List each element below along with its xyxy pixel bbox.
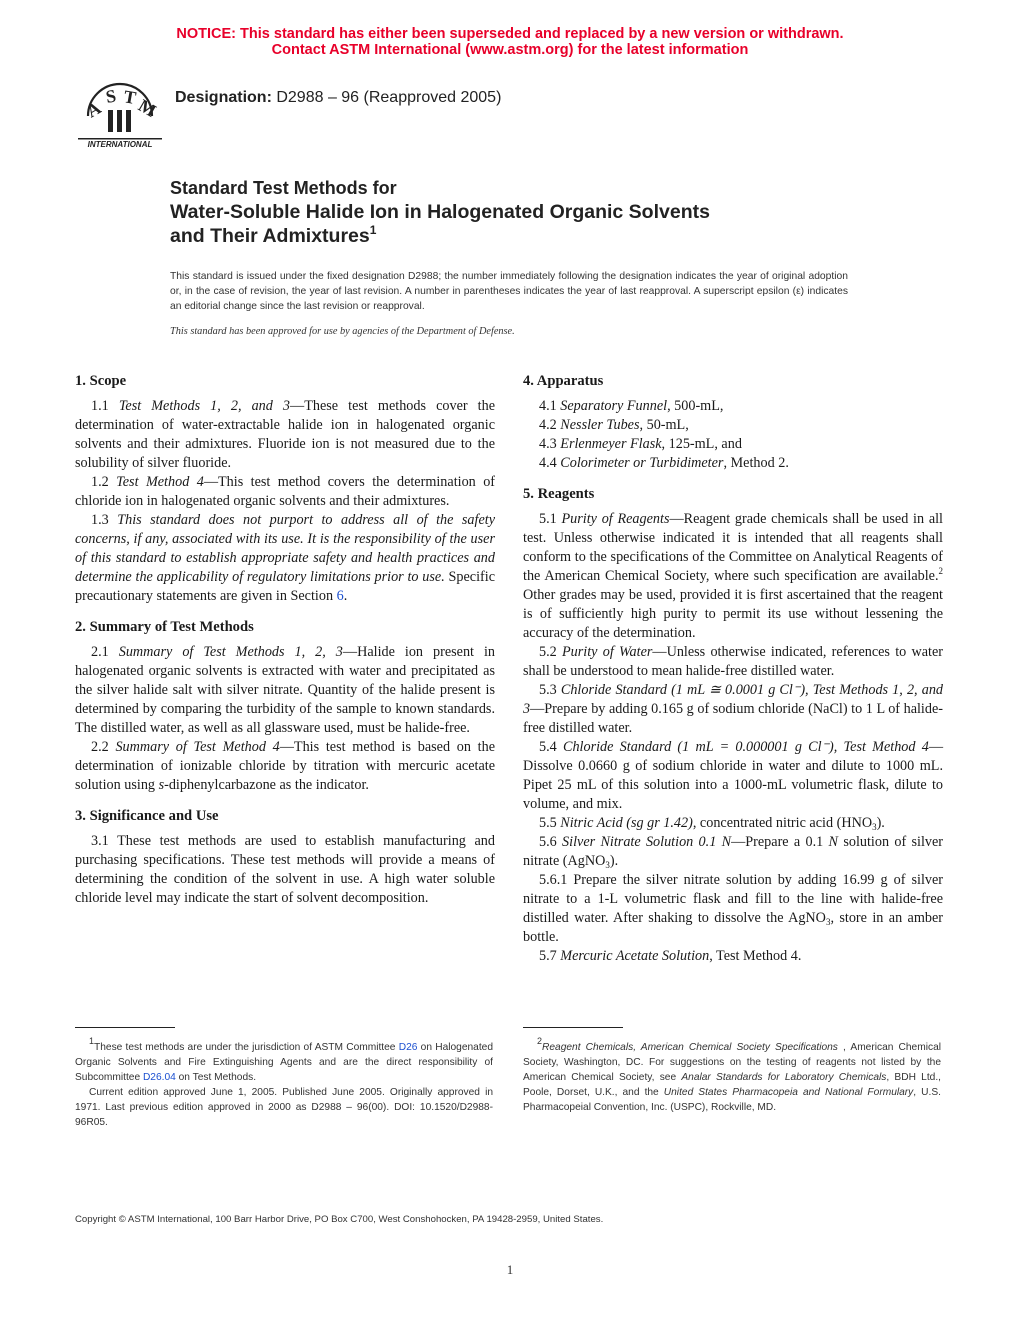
withdrawal-notice	[0, 26, 1020, 58]
apparatus-item: 4.3 Erlenmeyer Flask, 125-mL, and	[539, 436, 742, 452]
svg-text:A: A	[83, 97, 105, 122]
para-5-6-1: 5.6.1 Prepare the silver nitrate solution by adding 16.99 g of silver nitrate to a 1-L volumetric flask and fill to the line with halide-free distilled water. After shaking to dissolve the AgNO$_3$, store in an amber bottle.	[523, 872, 943, 945]
para-5-2: 5.2 Purity of Water—Unless otherwise indicated, references to water shall be understood to mean halide-free distilled water.	[523, 644, 944, 679]
section-4-heading: 4. Apparatus	[523, 373, 604, 389]
para-2-1: 2.1 Summary of Test Methods 1, 2, 3—Halide ion present in halogenated organic solvents is extracted with water and precipitated as the silver halide salt with silver nitrate. Quantity of the halide present is determined by comparing the turbidity of the sample to known standards. The distilled water, as well as all glassware used, must be halide-free.	[75, 644, 496, 736]
para-5-1: 5.1 Purity of Reagents—Reagent grade chemicals shall be used in all test. Unless otherwise indicated it is intended that all reagents shall conform to the specifications of the Committee on Analytical Reagents of the American Chemical Society, where such specification are available.$^2$ Other grades may be used, provided it is first ascertained that the reagent is of sufficiently high purity to permit its use without lessening the accuracy of the determination.	[523, 511, 943, 641]
title-footnote-mark: 1	[369, 223, 377, 237]
astm-logo-icon	[78, 76, 162, 148]
dod-approval-note: This standard has been approved for use by agencies of the Department of Defense.	[170, 326, 515, 337]
left-column	[75, 372, 495, 908]
para-3-1: 3.1 These test methods are used to establish manufacturing and purchasing specifications. These test methods will provide a means of determining the condition of the solvent in use. A high water soluble chloride level may indicate the start of solvent decomposition.	[75, 833, 495, 906]
copyright-line: Copyright © ASTM International, 100 Barr Harbor Drive, PO Box C700, West Conshohocken, PA 19428-2959, United States.	[75, 1214, 604, 1225]
svg-text:M: M	[135, 95, 160, 121]
svg-text:T: T	[122, 86, 138, 109]
para-5-3: 5.3 Chloride Standard (1 mL ≅ 0.0001 g Cl⁻), Test Methods 1, 2, and 3—Prepare by adding 0.165 g of sodium chloride (NaCl) to 1 L of halide-free distilled water.	[523, 682, 944, 736]
apparatus-item: 4.4 Colorimeter or Turbidimeter, Method 2.	[539, 455, 789, 471]
section-1-heading: 1. Scope	[75, 373, 127, 389]
logo-subtext: INTERNATIONAL	[87, 140, 153, 148]
para-5-6: 5.6 Silver Nitrate Solution 0.1 N—Prepare a 0.1 N solution of silver nitrate (AgNO$_3$).	[523, 834, 944, 870]
section-3-heading: 3. Significance and Use	[75, 808, 219, 824]
section-6-link[interactable]: 6	[336, 588, 344, 604]
svg-text:S: S	[104, 85, 118, 107]
para-5-5: 5.5 Nitric Acid (sg gr 1.42), concentrated nitric acid $(HNO_3)$.	[539, 815, 885, 832]
title-line-2: Water-Soluble Halide Ion in Halogenated Organic Solvents	[170, 201, 710, 223]
para-1-1: 1.1 Test Methods 1, 2, and 3—These test methods cover the determination of water-extractable halide ion in halogenated organic solvents and their admixtures. Fluoride ion is not measured due to the solubility of silver fluoride.	[75, 398, 495, 471]
apparatus-item: 4.2 Nessler Tubes, 50-mL,	[539, 417, 689, 433]
committee-d26-link[interactable]: D26	[398, 1042, 418, 1053]
title-line-1: Standard Test Methods for	[170, 178, 397, 198]
footnote-1: $^1$These test methods are under the jurisdiction of ASTM Committee D26 on Halogenated Organic Solvents and Fire Extinguishing Agents and are the direct responsibility of Subcommittee D26.04 on Test Methods. Current edition approved June 1, 2005. Published June 2005. Originally approved in 1971. Last previous edition approved in 2000 as D2988 – 96(00). DOI: 10.1520/D2988-96R05.	[75, 1036, 493, 1128]
subcommittee-d26-04-link[interactable]: D26.04	[142, 1072, 176, 1083]
notice-line-1: NOTICE: This standard has either been superseded and replaced by a new version or withdrawn.	[176, 26, 844, 42]
issuance-note: This standard is issued under the fixed designation D2988; the number immediately following the designation indicates the year of original adoption or, in the case of revision, the year of last revision. A number in parentheses indicates the year of last reapproval. A superscript epsilon (ε) indicates an editorial change since the last revision or reapproval.	[170, 271, 848, 312]
para-5-7: 5.7 Mercuric Acetate Solution, Test Method 4.	[539, 948, 802, 964]
page-number: 1	[506, 1262, 514, 1277]
para-1-3: 1.3 This standard does not purport to address all of the safety concerns, if any, associated with its use. It is the responsibility of the user of this standard to establish appropriate safety and health practices and determine the applicability of regulatory limitations prior to use. Specific precautionary statements are given in Section 6.	[75, 512, 496, 604]
para-5-4: 5.4 Chloride Standard (1 mL = 0.000001 g Cl⁻), Test Method 4—Dissolve 0.0660 g of sodium chloride in water and dilute to 1000 mL. Pipet 25 mL of this solution into a 1000-mL volumetric flask, dilute to volume, and mix.	[523, 739, 944, 812]
footnote-2: $^2$Reagent Chemicals, American Chemical Society Specifications , American Chemical Society, Washington, DC. For suggestions on the testing of reagents not listed by the American Chemical Society, see Analar Standards for Laboratory Chemicals, BDH Ltd., Poole, Dorset, U.K., and the United States Pharmacopeia and National Formulary, U.S. Pharmacopeial Convention, Inc. (USPC), Rockville, MD.	[523, 1036, 942, 1113]
designation	[175, 89, 501, 107]
title-line-3: and Their Admixtures	[170, 225, 370, 247]
section-5-heading: 5. Reagents	[523, 486, 595, 502]
section-2-heading: 2. Summary of Test Methods	[75, 619, 254, 635]
apparatus-item: 4.1 Separatory Funnel, 500-mL,	[539, 398, 724, 414]
document-title	[170, 176, 890, 248]
right-column	[523, 372, 943, 966]
para-2-2: 2.2 Summary of Test Method 4—This test method is based on the determination of ionizable chloride by titration with mercuric acetate solution using s-diphenylcarbazone as the indicator.	[75, 739, 495, 793]
designation-label: Designation:	[175, 89, 272, 106]
footnote-rule-left	[75, 1027, 175, 1028]
designation-value: D2988 – 96 (Reapproved 2005)	[276, 89, 502, 106]
para-1-2: 1.2 Test Method 4—This test method covers the determination of chloride ion in halogenated organic solvents and their admixtures.	[75, 474, 496, 509]
footnote-rule-right	[523, 1027, 623, 1028]
notice-line-2: Contact ASTM International (www.astm.org) for the latest information	[271, 42, 749, 58]
